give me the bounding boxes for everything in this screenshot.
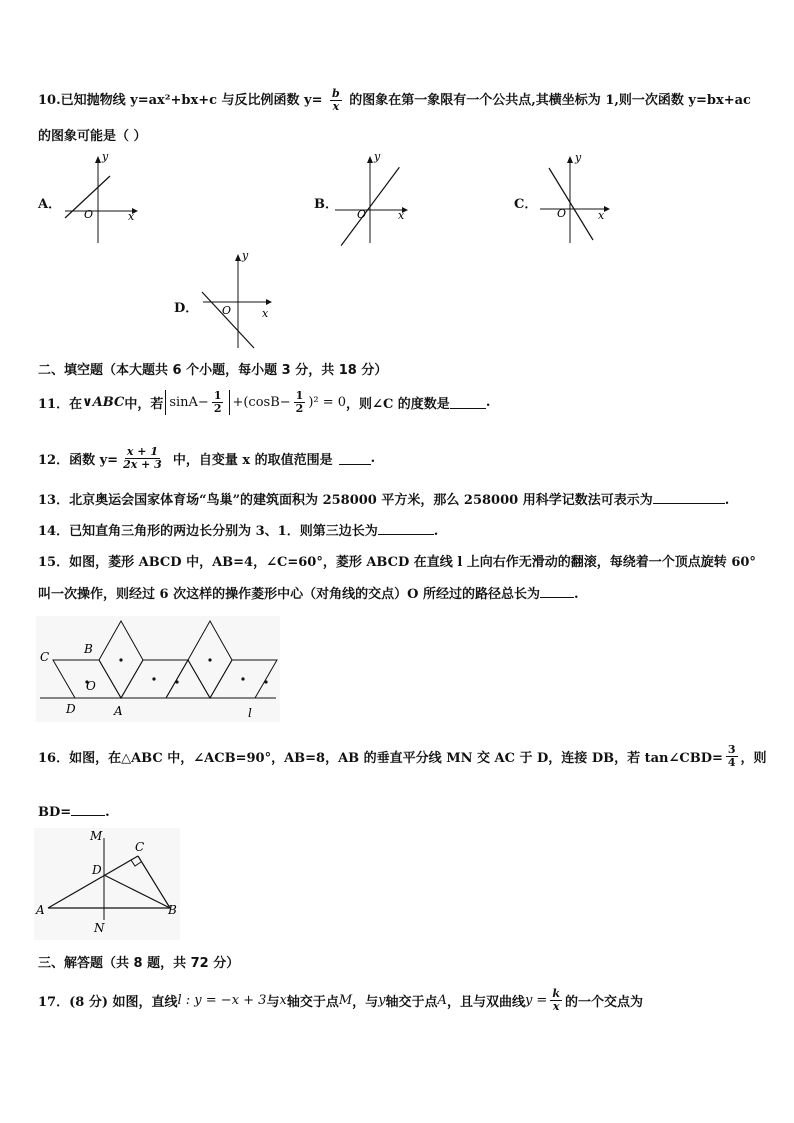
q10-fraction: $\frac{b}{x}$ (332, 87, 340, 114)
option-b-graph (330, 148, 420, 248)
svg-text:x: x (398, 209, 405, 222)
section-2-heading: 二、填空题（本大题共 6 个小题，每小题 3 分，共 18 分） (38, 363, 388, 378)
q14-answer-blank[interactable] (378, 522, 434, 535)
q11: 11．在 ∨ABC 中，若 sinA− $\frac{1}{2}$ +(cosB− $\frac{1}{2}$ )² = 0 ，则∠C 的度数是 . (38, 389, 491, 416)
option-c-label: C． (514, 197, 538, 212)
q15-rhombus-figure (36, 616, 280, 722)
option-a-label: A． (38, 197, 62, 212)
q15-line1: 15．如图，菱形 ABCD 中，AB=4，∠C=60°，菱形 ABCD 在直线 l 上向右作无滑动的翻滚，每绕着一个顶点旋转 60° (38, 555, 756, 570)
svg-text:O: O (557, 207, 567, 220)
q10-line1: 10.已知抛物线 y=ax²+bx+c 与反比例函数 y= $\frac{b}{x}$ 的图象在第一象限有一个公共点,其横坐标为 1,则一次函数 y=bx+ac (38, 87, 751, 114)
svg-text:M: M (90, 829, 103, 843)
svg-text:O: O (84, 208, 94, 221)
option-b-label: B． (314, 197, 338, 212)
svg-text:N: N (94, 921, 105, 935)
svg-text:A: A (114, 704, 123, 718)
q10-line2: 的图象可能是（ ） (38, 129, 147, 144)
q13-answer-blank[interactable] (653, 491, 725, 504)
svg-text:D: D (92, 863, 102, 877)
q16-answer-blank[interactable] (71, 803, 105, 816)
svg-text:C: C (40, 650, 50, 664)
svg-text:B: B (168, 903, 177, 917)
q16-line2: BD= . (38, 805, 110, 820)
q16-triangle-figure (34, 828, 180, 940)
q11-abs: sinA− $\frac{1}{2}$ (165, 390, 230, 415)
svg-text:O: O (222, 304, 232, 317)
q14: 14．已知直角三角形的两边长分别为 3、1．则第三边长为 . (38, 524, 439, 539)
q11-answer-blank[interactable] (450, 396, 486, 409)
svg-text:O: O (357, 208, 367, 221)
svg-text:y: y (102, 150, 109, 163)
option-a-graph (60, 148, 150, 248)
svg-text:y: y (242, 249, 249, 262)
option-d-graph (198, 248, 288, 358)
q12: 12．函数 y= $\frac{x + 1}{2x + 3}$ 中，自变量 x 的取值范围是 . (38, 445, 376, 472)
q12-answer-blank[interactable] (339, 452, 371, 465)
svg-text:A: A (36, 903, 45, 917)
q15-line2: 叫一次操作，则经过 6 次这样的操作菱形中心（对角线的交点）O 所经过的路径总长为 . (38, 587, 579, 602)
svg-text:x: x (128, 210, 135, 223)
svg-text:y: y (575, 151, 582, 164)
q16-line1: 16．如图，在△ABC 中，∠ACB=90°，AB=8，AB 的垂直平分线 MN 交 AC 于 D，连接 DB，若 tan∠CBD= $\frac{3}{4}$ ，则 (38, 743, 767, 770)
svg-text:D: D (66, 702, 76, 716)
svg-text:B: B (84, 642, 93, 656)
section-3-heading: 三、解答题（共 8 题，共 72 分） (38, 956, 240, 971)
option-d-label: D． (174, 301, 199, 316)
svg-text:y: y (374, 150, 381, 163)
q17: 17．(8 分) 如图，直线 l : y = −x + 3 与 x 轴交于点 M ，与 y 轴交于点 A ，且与双曲线 y = $\frac{k}{x}$ 的一个交点为 (38, 987, 643, 1014)
svg-text:x: x (598, 209, 605, 222)
svg-text:C: C (135, 840, 145, 854)
option-c-graph (535, 148, 625, 248)
q13: 13．北京奥运会国家体育场“鸟巢”的建筑面积为 258000 平方米，那么 258000 用科学记数法可表示为 . (38, 493, 730, 508)
svg-text:O: O (86, 679, 96, 693)
svg-text:l: l (248, 706, 252, 720)
svg-text:x: x (262, 307, 269, 320)
q15-answer-blank[interactable] (540, 585, 574, 598)
